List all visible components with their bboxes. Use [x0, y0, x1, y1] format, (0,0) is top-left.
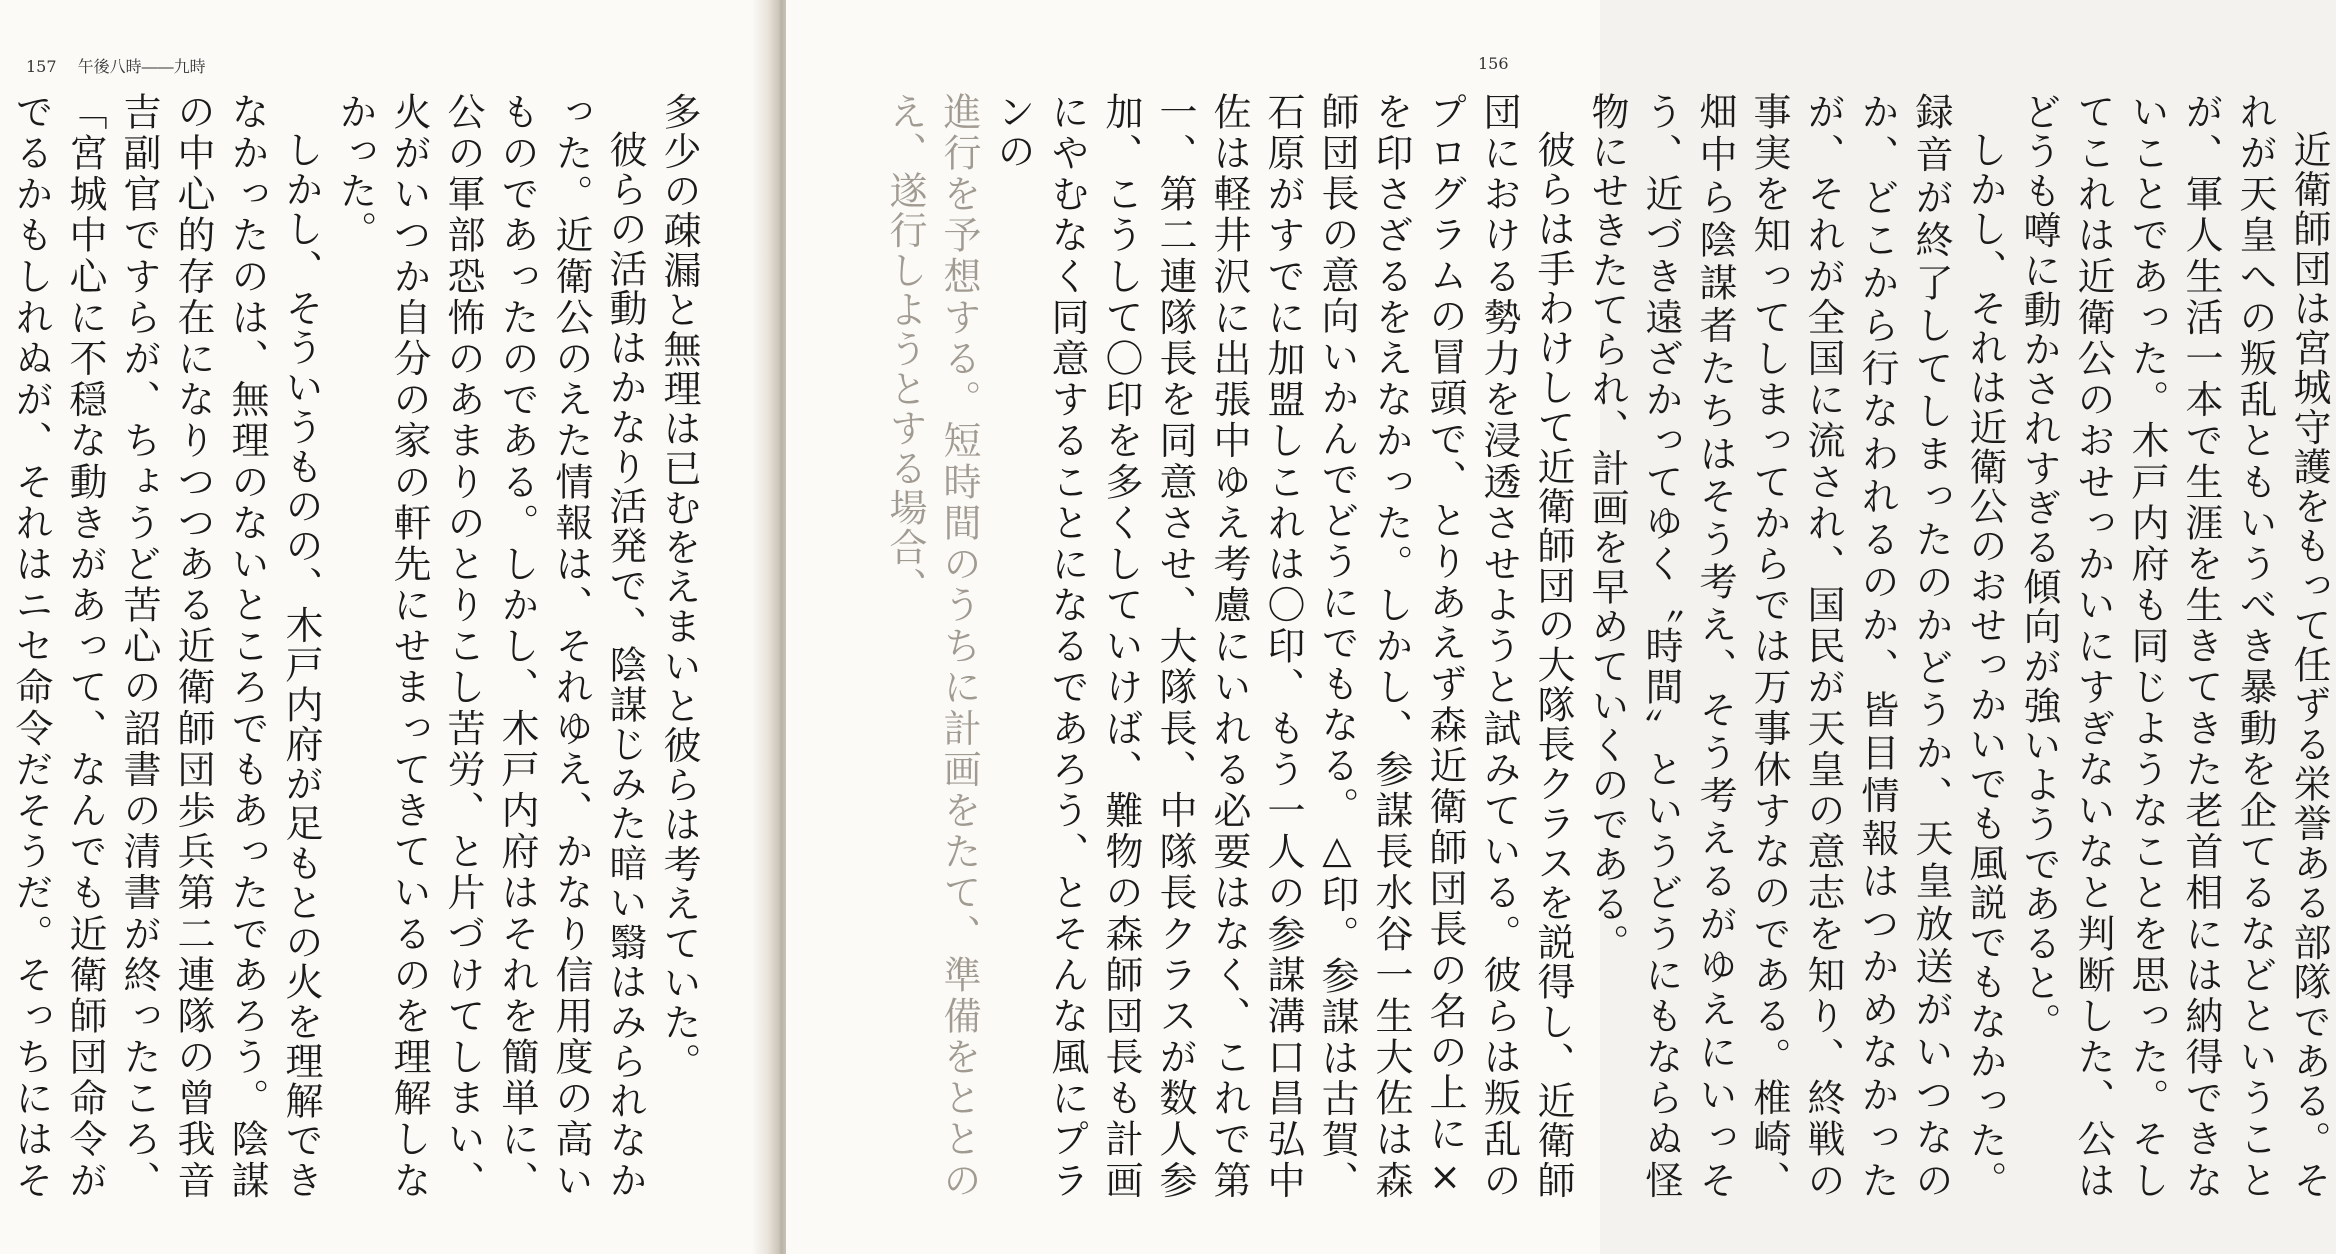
- right-paragraph-1: 近衛師団は宮城守護をもって任ずる栄誉ある部隊である。それが天皇への叛乱ともいうべき暴動を企てるなどということが、軍人生活一本で生涯を生きてきた老首相には納得できないことであった。木戸内府も同じようなことを思った。そしてこれは近衛公のおせっかいにすぎないなと判断した、公はどうも噂に動かされすぎる傾向が強いようであると。: [2017, 92, 2331, 1200]
- left-page: [0, 0, 772, 1254]
- left-page-header: [26, 54, 206, 77]
- left-paragraph-2: 彼らの活動はかなり活発で、陰謀じみた暗い翳はみられなかった。近衛公のえた情報は、それゆえ、かなり信用度の高いものであったのである。しかし、木戸内府はそれを簡単に、公の軍部恐怖のあまりのとりこし苦労、と片づけてしまい、火がいつか自分の家の軒先にせまってきているのを理解しなかった。: [333, 92, 647, 1200]
- page-number-right: 156: [1478, 54, 1509, 73]
- running-head: 午後八時――九時: [77, 57, 206, 76]
- right-faded-line: 進行を予想する。短時間のうちに計画をたて、準備をととのえ、遂行しようとする場合、: [883, 92, 981, 1200]
- left-page-body: [9, 92, 706, 1200]
- right-page: [786, 0, 2331, 1254]
- page-number-left: 157: [26, 57, 57, 76]
- right-paragraph-3: 彼らは手わけして近衛師団の大隊長クラスを説得し、近衛師団における勢力を浸透させようと試みている。彼らは叛乱のプログラムの冒頭で、とりあえず森近衛師団長の名の上に×を印さざるをえなかった。しかし、参謀長水谷一生大佐は森師団長の意向いかんでどうにでもなる。△印。参謀は古賀、石原がすでに加盟しこれは〇印、もう一人の参謀溝口昌弘中佐は軽井沢に出張中ゆえ考慮にいれる必要はなく、これで第一、第二連隊長を同意させ、大隊長、中隊長クラスが数人参加、こうして〇印を多くしていけば、難物の森師団長も計画にやむなく同意することになるであろう、とそんな風にプランの: [991, 92, 1575, 1200]
- left-paragraph-3: しかし、そういうものの、木戸内府が足もとの火を理解できなかったのは、無理のないところでもあったであろう。陰謀の中心的存在になりつつある近衛師団歩兵第二連隊の曾我音吉副官ですらが、ちょうど苦心の詔書の清書が終ったころ、「宮城中心に不穏な動きがあって、なんでも近衛師団命令がでるかもしれぬが、それはニセ命令だそうだ。そっちにはそ: [9, 92, 323, 1200]
- right-paragraph-2: しかし、それは近衛公のおせっかいでも風説でもなかった。録音が終了してしまったのかどうか、天皇放送がいつなのか、どこから行なわれるのか、皆目情報はつかめなかったが、それが全国に流され、国民が天皇の意志を知り、終戦の事実を知ってしまってからでは万事休すなのである。椎崎、畑中ら陰謀者たちはそう考え、そう考えるがゆえにいっそう、近づき遠ざかってゆく〝時間〟というどうにもならぬ怪物にせきたてられ、計画を早めていくのである。: [1585, 92, 2007, 1200]
- right-page-body: [883, 92, 2336, 1200]
- left-paragraph-1: 多少の疎漏と無理は已むをえまいと彼らは考えていた。: [657, 92, 701, 1082]
